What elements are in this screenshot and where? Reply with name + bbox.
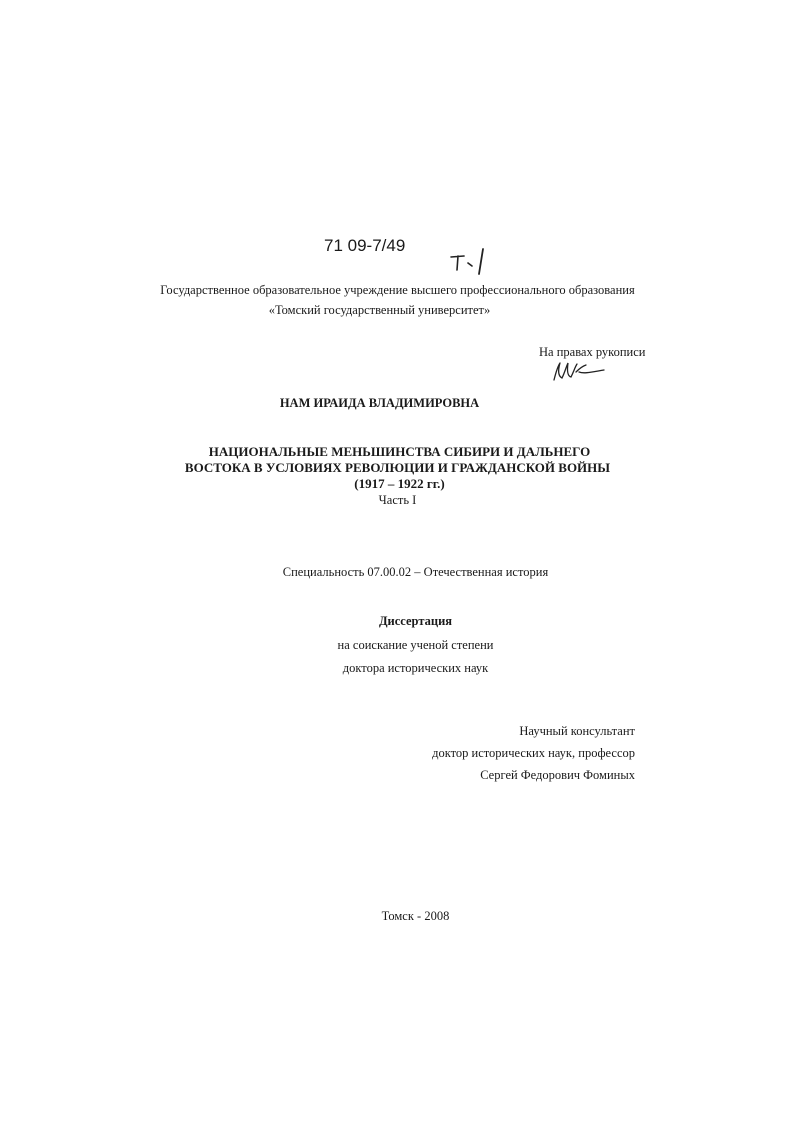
title-line-1: НАЦИОНАЛЬНЫЕ МЕНЬШИНСТВА СИБИРИ И ДАЛЬНЕГО <box>208 444 591 459</box>
part-label: Часть I <box>378 493 417 507</box>
title-line-3: (1917 – 1922 гг.) <box>354 476 445 491</box>
author-name: НАМ ИРАИДА ВЛАДИМИРОВНА <box>279 396 480 410</box>
document-type: Диссертация <box>378 614 453 628</box>
place-and-year: Томск - 2008 <box>381 909 450 923</box>
institution-line-2: «Томский государственный университет» <box>268 303 491 317</box>
degree-line-1: на соискание ученой степени <box>337 638 494 652</box>
consultant-name: Сергей Федорович Фоминых <box>480 768 635 782</box>
author-signature <box>548 358 608 386</box>
degree-line-2: доктора исторических наук <box>342 661 489 675</box>
archive-stamp-number: 71 09-7/49 <box>324 236 406 255</box>
specialty: Специальность 07.00.02 – Отечественная история <box>282 565 549 579</box>
consultant-title: доктор исторических наук, профессор <box>432 746 635 760</box>
rights-note: На правах рукописи <box>539 345 646 359</box>
consultant-label: Научный консультант <box>519 724 635 738</box>
handwritten-volume-mark <box>448 244 498 276</box>
institution-line-1: Государственное образовательное учреждение высшего профессионального образования <box>160 283 635 297</box>
title-line-2: ВОСТОКА В УСЛОВИЯХ РЕВОЛЮЦИИ И ГРАЖДАНСКОЙ ВОЙНЫ <box>184 460 611 475</box>
